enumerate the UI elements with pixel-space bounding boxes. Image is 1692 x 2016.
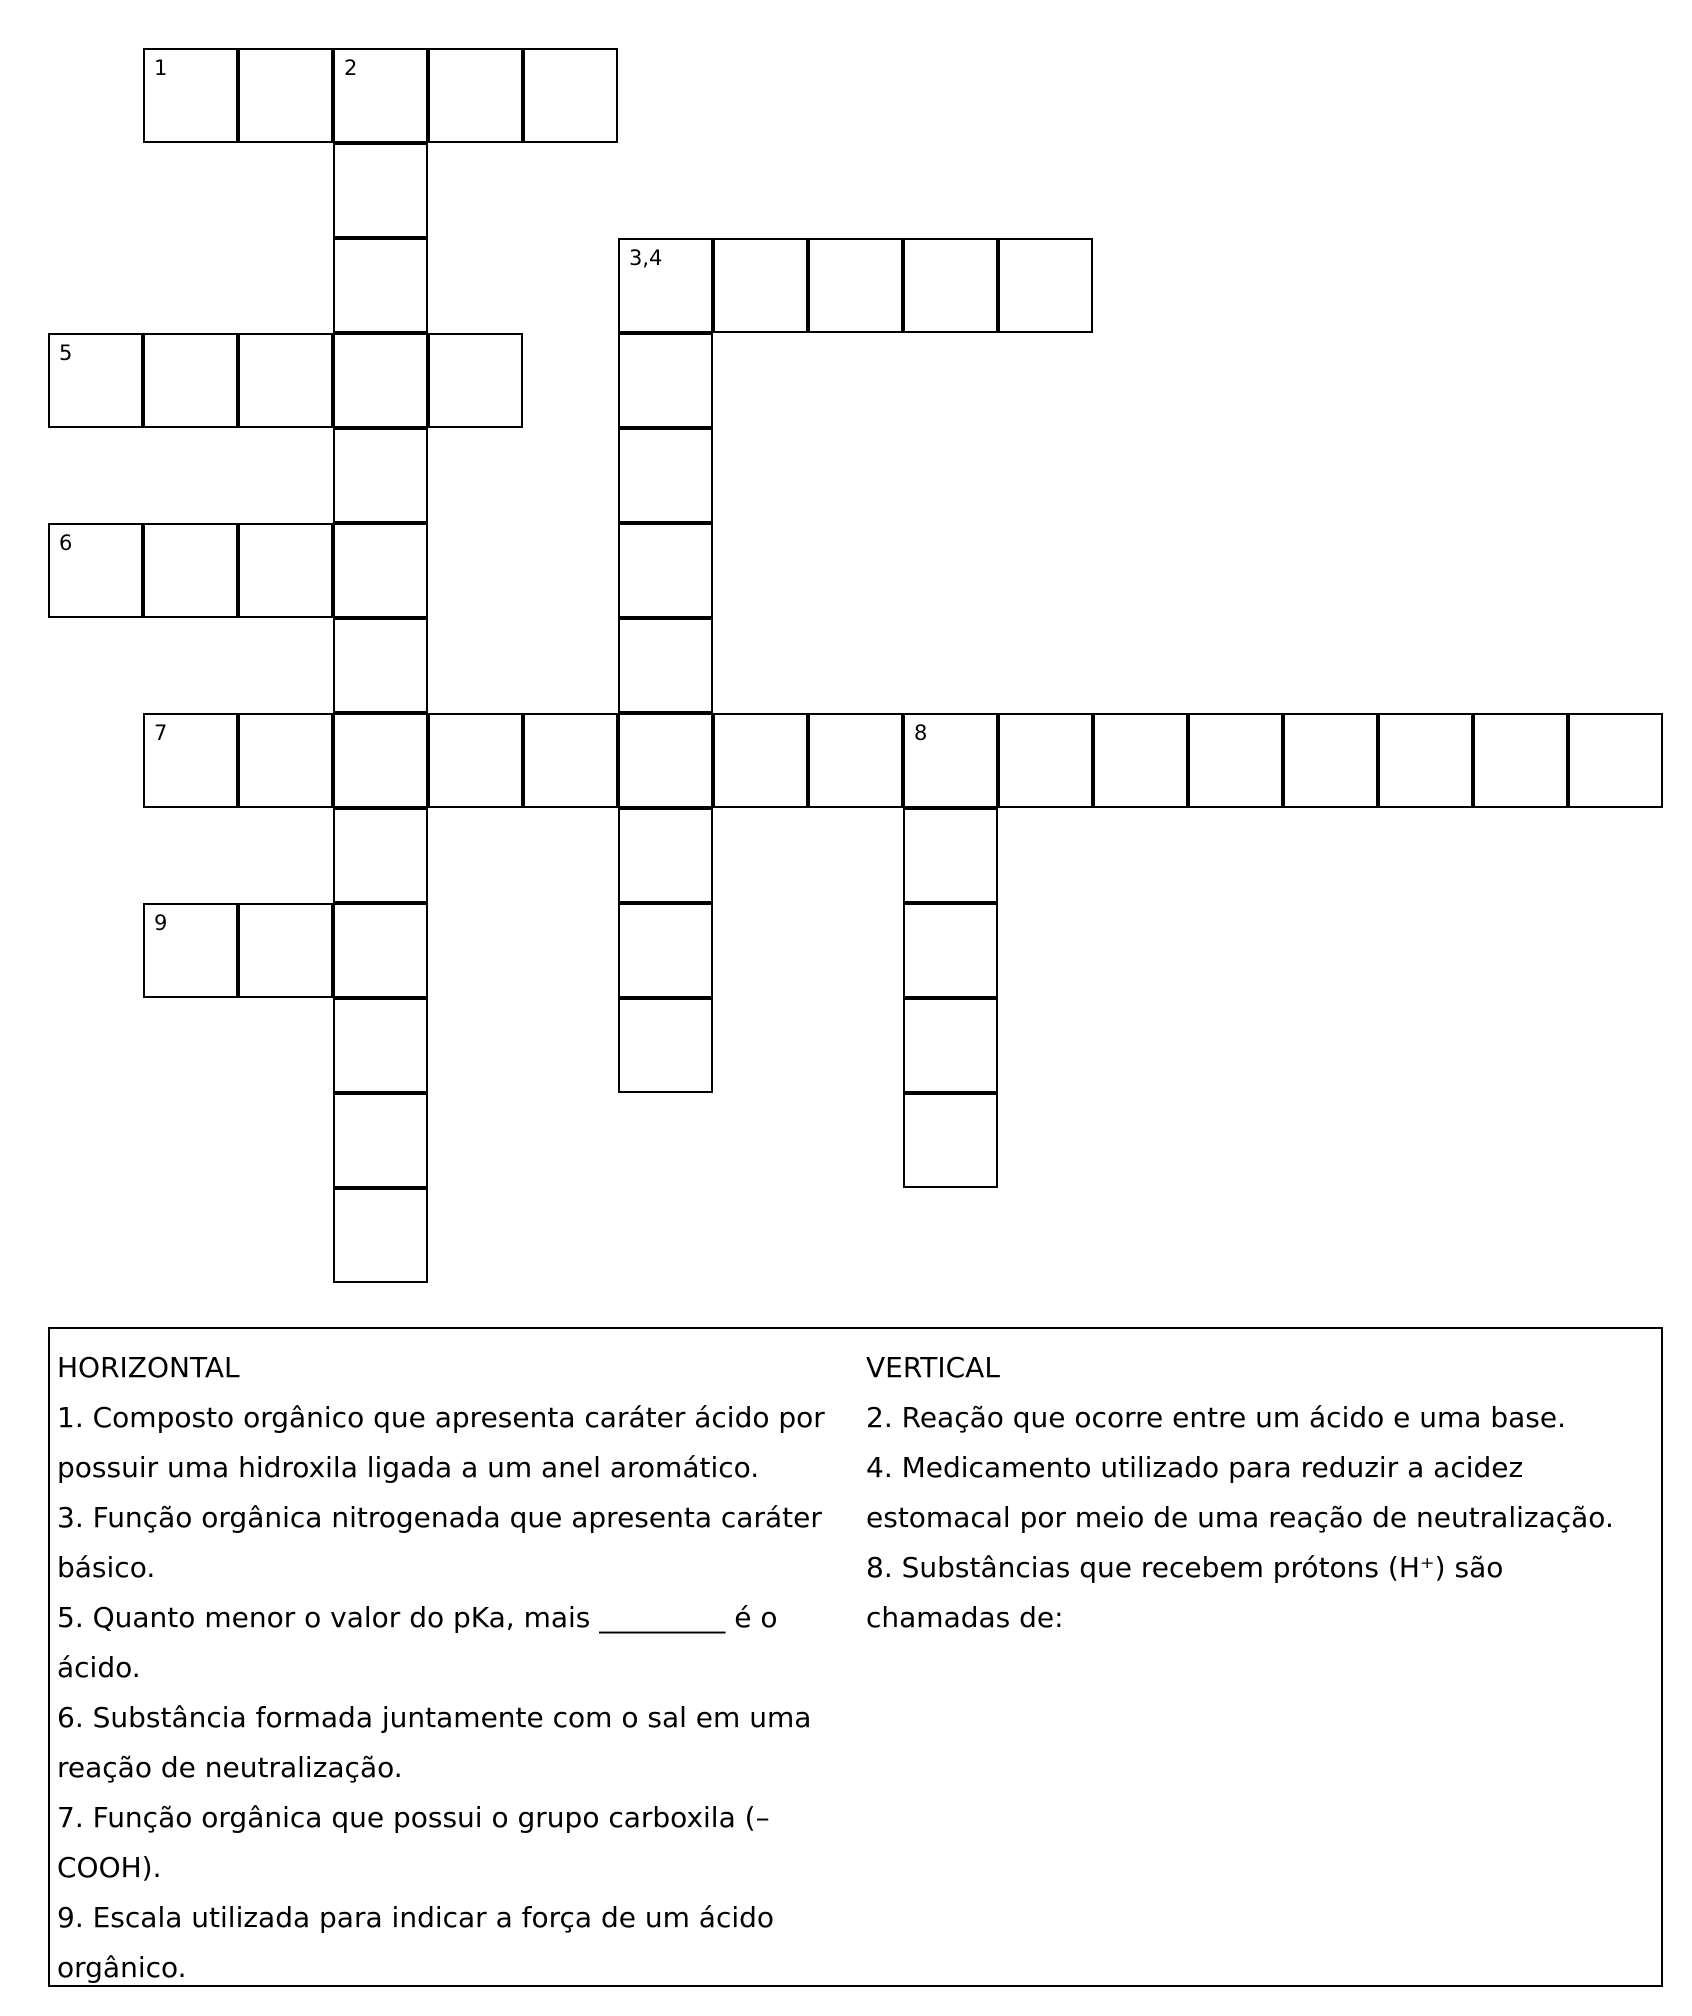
crossword-cell[interactable]	[333, 903, 428, 998]
vertical-clue: 8. Substâncias que recebem prótons (H⁺) são chamadas de:	[866, 1551, 1504, 1634]
crossword-cell[interactable]	[333, 998, 428, 1093]
crossword-cell[interactable]	[238, 903, 333, 998]
clue-number: 7	[154, 721, 168, 745]
crossword-cell[interactable]	[143, 48, 238, 143]
crossword-cell[interactable]	[618, 618, 713, 713]
clue-number: 1	[154, 56, 168, 80]
crossword-cell[interactable]	[333, 1188, 428, 1283]
horizontal-clues	[57, 1343, 847, 1993]
crossword-cell[interactable]	[523, 713, 618, 808]
crossword-cell[interactable]	[143, 333, 238, 428]
crossword-cell[interactable]	[333, 143, 428, 238]
crossword-cell[interactable]	[238, 333, 333, 428]
crossword-cell[interactable]	[903, 1093, 998, 1188]
crossword-cell[interactable]	[428, 48, 523, 143]
crossword-cell[interactable]	[903, 903, 998, 998]
vertical-clue: 4. Medicamento utilizado para reduzir a acidez estomacal por meio de uma reação de neutralização.	[866, 1451, 1614, 1534]
crossword-cell[interactable]	[48, 523, 143, 618]
vertical-clues	[866, 1343, 1656, 1643]
crossword-cell[interactable]	[428, 713, 523, 808]
crossword-cell[interactable]	[618, 998, 713, 1093]
crossword-cell[interactable]	[618, 238, 713, 333]
crossword-cell[interactable]	[333, 523, 428, 618]
crossword-cell[interactable]	[713, 713, 808, 808]
crossword-cell[interactable]	[903, 808, 998, 903]
horizontal-clue: 3. Função orgânica nitrogenada que apresenta caráter básico.	[57, 1501, 822, 1584]
crossword-cell[interactable]	[618, 903, 713, 998]
crossword-cell[interactable]	[333, 1093, 428, 1188]
crossword-cell[interactable]	[618, 523, 713, 618]
crossword-cell[interactable]	[333, 618, 428, 713]
horizontal-clue: 9. Escala utilizada para indicar a força de um ácido orgânico.	[57, 1901, 775, 1984]
crossword-cell[interactable]	[998, 238, 1093, 333]
crossword-cell[interactable]	[618, 428, 713, 523]
clue-number: 6	[59, 531, 73, 555]
crossword-cell[interactable]	[48, 333, 143, 428]
crossword-cell[interactable]	[1378, 713, 1473, 808]
horizontal-clue: 5. Quanto menor o valor do pKa, mais _________ é o ácido.	[57, 1601, 778, 1684]
crossword-cell[interactable]	[808, 713, 903, 808]
crossword-cell[interactable]	[143, 903, 238, 998]
horizontal-clue: 1. Composto orgânico que apresenta caráter ácido por possuir uma hidroxila ligada a um anel aromático.	[57, 1401, 825, 1484]
crossword-cell[interactable]	[333, 808, 428, 903]
crossword-cell[interactable]	[618, 808, 713, 903]
clue-number: 8	[914, 721, 928, 745]
crossword-cell[interactable]	[238, 713, 333, 808]
clue-number: 9	[154, 911, 168, 935]
crossword-cell[interactable]	[333, 428, 428, 523]
crossword-cell[interactable]	[998, 713, 1093, 808]
clue-number: 5	[59, 341, 73, 365]
crossword-cell[interactable]	[238, 48, 333, 143]
horizontal-clue: 6. Substância formada juntamente com o sal em uma reação de neutralização.	[57, 1701, 812, 1784]
clues-box	[48, 1327, 1663, 1987]
crossword-cell[interactable]	[1188, 713, 1283, 808]
crossword-cell[interactable]	[1473, 713, 1568, 808]
crossword-cell[interactable]	[523, 48, 618, 143]
crossword-cell[interactable]	[903, 713, 998, 808]
crossword-cell[interactable]	[333, 333, 428, 428]
crossword-cell[interactable]	[713, 238, 808, 333]
crossword-cell[interactable]	[333, 713, 428, 808]
horizontal-clue: 7. Função orgânica que possui o grupo carboxila (–COOH).	[57, 1801, 770, 1884]
crossword-cell[interactable]	[1283, 713, 1378, 808]
vertical-clue: 2. Reação que ocorre entre um ácido e uma base.	[866, 1401, 1567, 1434]
crossword-cell[interactable]	[333, 238, 428, 333]
crossword-cell[interactable]	[903, 238, 998, 333]
crossword-cell[interactable]	[1568, 713, 1663, 808]
crossword-cell[interactable]	[618, 333, 713, 428]
horizontal-heading: HORIZONTAL	[57, 1351, 240, 1384]
crossword-cell[interactable]	[618, 713, 713, 808]
crossword-cell[interactable]	[333, 48, 428, 143]
crossword-cell[interactable]	[238, 523, 333, 618]
clue-number: 3,4	[629, 246, 663, 270]
vertical-heading: VERTICAL	[866, 1351, 1000, 1384]
crossword-cell[interactable]	[428, 333, 523, 428]
clue-number: 2	[344, 56, 358, 80]
crossword-cell[interactable]	[143, 713, 238, 808]
crossword-cell[interactable]	[903, 998, 998, 1093]
crossword-cell[interactable]	[143, 523, 238, 618]
crossword-cell[interactable]	[1093, 713, 1188, 808]
crossword-cell[interactable]	[808, 238, 903, 333]
